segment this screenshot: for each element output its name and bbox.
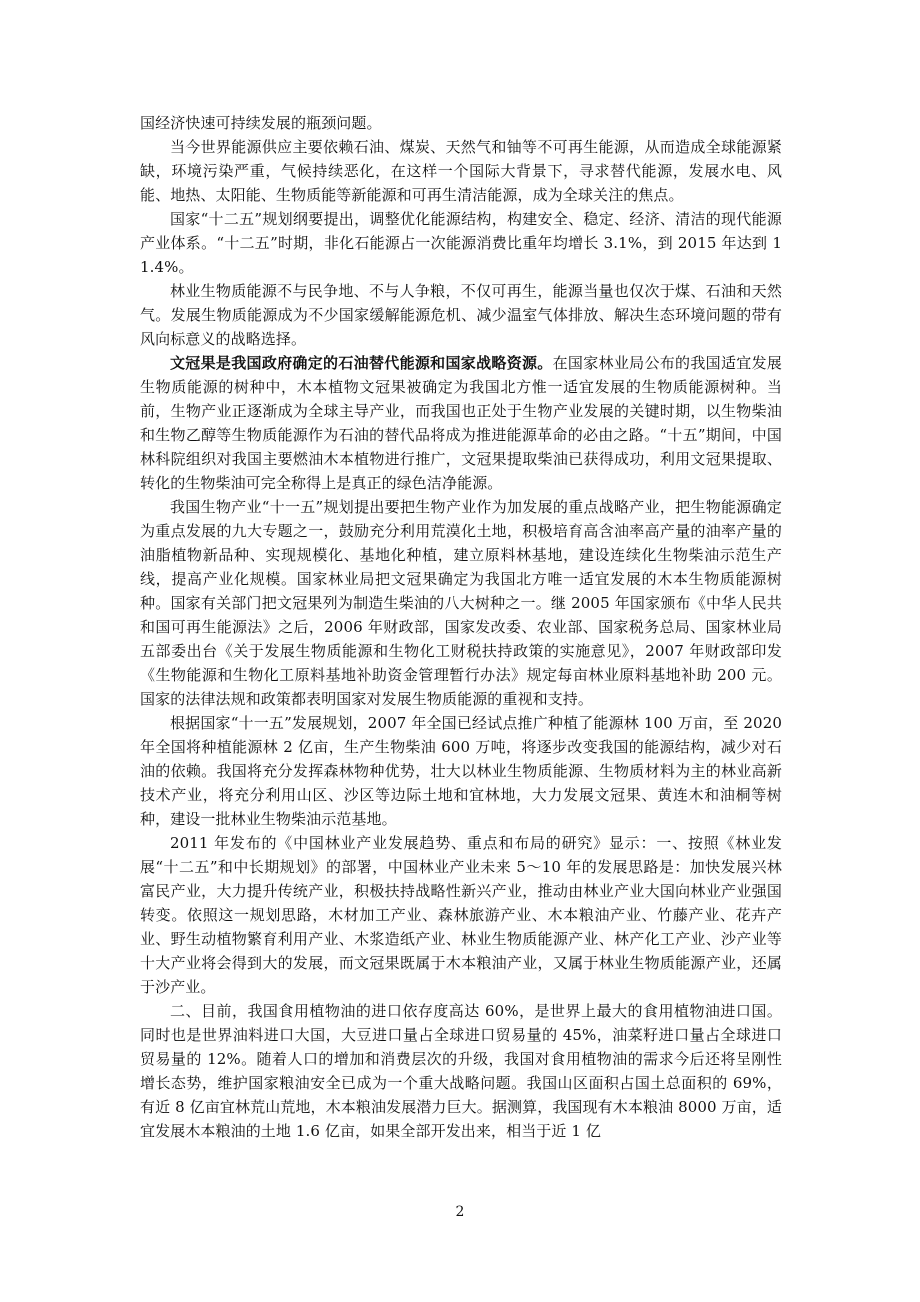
paragraph-lead-bold: 文冠果是我国政府确定的石油替代能源和国家战略资源。 <box>170 354 553 372</box>
paragraph-text: 我国生物产业“十一五”规划提出要把生物产业作为加发展的重点战略产业，把生物能源确定为重点发展的九大专题之一，鼓励充分利用荒漠化土地，积极培育高含油率高产量的油率产量的油脂植物新品种、实现规模化、基地化种植，建立原料林基地，建设连续化生物柴油示范生产线，提高产业化规模。国家林业局把文冠果确定为我国北方唯一适宜发展的木本生物质能源树种。国家有关部门把文冠果列为制造生柴油的八大树种之一。继 2005 年国家颁布《中华人民共和国可再生能源法》之后，2006 年财政部，国家发改委、农业部、国家税务总局、国家林业局五部委出台《关于发展生物质能源和生物化工财税扶持政策的实施意见》，2007 年财政部印发《生物能源和生物化工原料基地补助资金管理暂行办法》规定每亩林业原料基地补助 200 元。国家的法律法规和政策都表明国家对发展生物质能源的重视和支持。 <box>140 498 782 708</box>
paragraph <box>140 135 782 207</box>
paragraph <box>140 279 782 351</box>
paragraph-text: 根据国家“十一五”发展规划，2007 年全国已经试点推广种植了能源林 100 万亩，至 2020 年全国将种植能源林 2 亿亩，生产生物柴油 600 万吨，将逐步改变我国的能源结构，减少对石油的依赖。我国将充分发挥森林物种优势，壮大以林业生物质能源、生物质材料为主的林业高新技术产业，将充分利用山区、沙区等边际土地和宜林地，大力发展文冠果、黄连木和油桐等树种，建设一批林业生物柴油示范基地。 <box>140 714 782 828</box>
paragraph-text: 国家“十二五”规划纲要提出，调整优化能源结构，构建安全、稳定、经济、清洁的现代能源产业体系。“十二五”时期，非化石能源占一次能源消费比重年均增长 3.1%，到 2015 年达到 11.4%。 <box>140 210 782 276</box>
paragraph-text: 在国家林业局公布的我国适宜发展生物质能源的树种中，木本植物文冠果被确定为我国北方惟一适宜发展的生物质能源树种。当前，生物产业正逐渐成为全球主导产业，而我国也正处于生物产业发展的关键时期，以生物柴油和生物乙醇等生物质能源作为石油的替代品将成为推进能源革命的必由之路。“十五”期间，中国林科院组织对我国主要燃油木本植物进行推广，文冠果提取柴油已获得成功，利用文冠果提取、转化的生物柴油可完全称得上是真正的绿色洁净能源。 <box>140 354 782 492</box>
body-text <box>140 111 782 1143</box>
page-number: 2 <box>455 1204 465 1220</box>
paragraph <box>140 207 782 279</box>
paragraph <box>140 351 782 495</box>
paragraph-text: 国经济快速可持续发展的瓶颈问题。 <box>140 114 382 132</box>
paragraph-text: 林业生物质能源不与民争地、不与人争粮，不仅可再生，能源当量也仅次于煤、石油和天然气。发展生物质能源成为不少国家缓解能源危机、减少温室气体排放、解决生态环境问题的带有风向标意义的战略选择。 <box>140 282 782 348</box>
paragraph <box>140 111 782 135</box>
paragraph-text: 二、目前，我国食用植物油的进口依存度高达 60%，是世界上最大的食用植物油进口国。同时也是世界油料进口大国，大豆进口量占全球进口贸易量的 45%，油菜籽进口量占全球进口贸易量的 12%。随着人口的增加和消费层次的升级，我国对食用植物油的需求今后还将呈刚性增长态势，维护国家粮油安全已成为一个重大战略问题。我国山区面积占国土总面积的 69%，有近 8 亿亩宜林荒山荒地，木本粮油发展潜力巨大。据测算，我国现有木本粮油 8000 万亩，适宜发展木本粮油的土地 1.6 亿亩，如果全部开发出来，相当于近 1 亿 <box>140 1002 782 1140</box>
paragraph <box>140 999 782 1143</box>
paragraph-text: 2011 年发布的《中国林业产业发展趋势、重点和布局的研究》显示：一、按照《林业发展“十二五”和中长期规划》的部署，中国林业产业未来 5～10 年的发展思路是：加快发展兴林富民产业，大力提升传统产业，积极扶持战略性新兴产业，推动由林业产业大国向林业产业强国转变。依照这一规划思路，木材加工产业、森林旅游产业、木本粮油产业、竹藤产业、花卉产业、野生动植物繁育利用产业、木浆造纸产业、林业生物质能源产业、林产化工产业、沙产业等十大产业将会得到大的发展，而文冠果既属于木本粮油产业，又属于林业生物质能源产业，还属于沙产业。 <box>140 834 782 996</box>
paragraph-text: 当今世界能源供应主要依赖石油、煤炭、天然气和铀等不可再生能源，从而造成全球能源紧缺，环境污染严重，气候持续恶化，在这样一个国际大背景下，寻求替代能源，发展水电、风能、地热、太阳能、生物质能等新能源和可再生清洁能源，成为全球关注的焦点。 <box>140 138 782 204</box>
paragraph <box>140 711 782 831</box>
paragraph <box>140 831 782 999</box>
paragraph <box>140 495 782 711</box>
